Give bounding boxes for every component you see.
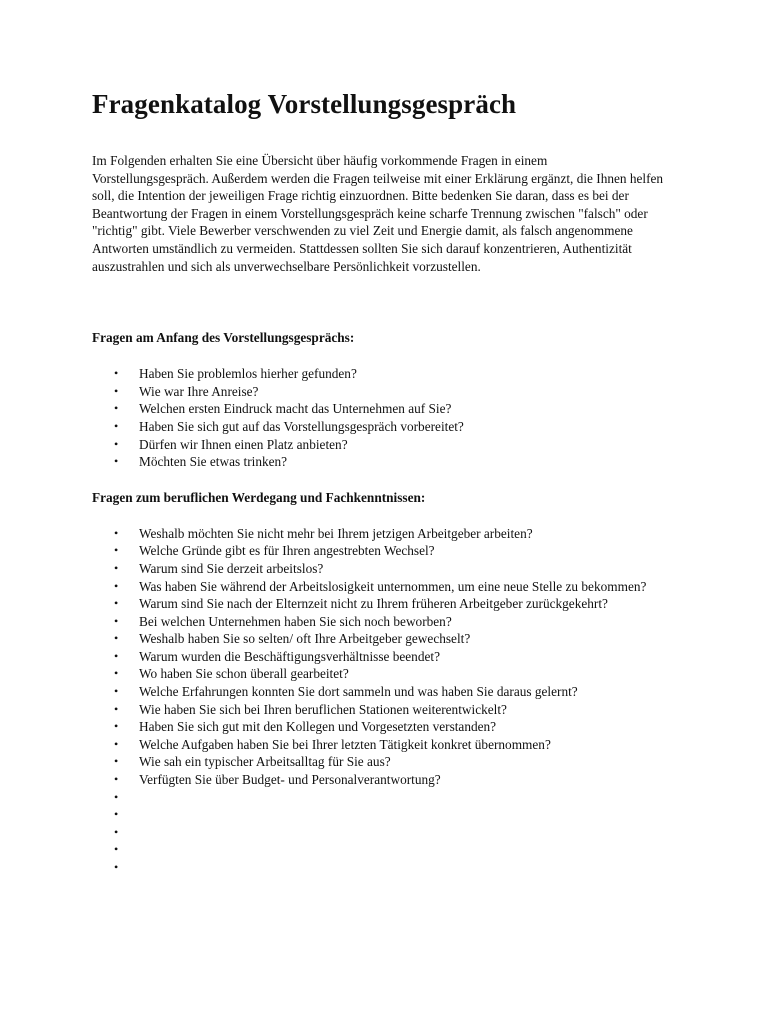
bullet-icon: • xyxy=(114,560,119,575)
page-title: Fragenkatalog Vorstellungsgespräch xyxy=(92,89,517,119)
list-item-text: Warum sind Sie nach der Elternzeit nicht zu Ihrem früheren Arbeitgeber zurückgekehrt? xyxy=(139,596,608,612)
bullet-icon: • xyxy=(114,613,119,628)
bullet-icon: • xyxy=(114,772,119,787)
list-item-text: Welche Erfahrungen konnten Sie dort sammeln und was haben Sie daraus gelernt? xyxy=(139,684,578,700)
bullet-icon: • xyxy=(114,666,119,681)
bullet-icon: • xyxy=(114,454,119,469)
list-item xyxy=(92,841,682,859)
list-item xyxy=(92,418,682,436)
bullet-icon: • xyxy=(114,631,119,646)
bullet-icon: • xyxy=(114,383,119,398)
list-item xyxy=(92,665,682,683)
bullet-icon: • xyxy=(114,842,119,857)
list-item-text: Was haben Sie während der Arbeitslosigkeit unternommen, um eine neue Stelle zu bekommen? xyxy=(139,578,647,594)
list-item xyxy=(92,806,682,824)
list-item xyxy=(92,824,682,842)
list-item-text: Welche Gründe gibt es für Ihren angestrebten Wechsel? xyxy=(139,543,435,559)
list-item xyxy=(92,718,682,736)
bullet-icon: • xyxy=(114,860,119,874)
bullet-icon: • xyxy=(114,648,119,663)
list-item-text: Haben Sie sich gut auf das Vorstellungsgespräch vorbereitet? xyxy=(139,418,464,434)
bullet-icon: • xyxy=(114,401,119,416)
list-item-text: Wie war Ihre Anreise? xyxy=(139,383,259,399)
bullet-icon: • xyxy=(114,719,119,734)
list-item xyxy=(92,400,682,418)
list-item xyxy=(92,630,682,648)
list-item xyxy=(92,595,682,613)
list-item xyxy=(92,789,682,807)
list-item xyxy=(92,613,682,631)
list-item xyxy=(92,383,682,401)
bullet-icon: • xyxy=(114,525,119,540)
intro-paragraph: Im Folgenden erhalten Sie eine Übersicht über häufig vorkommende Fragen in einem Vorstellungsgespräch. Außerdem werden die Fragen teilweise mit einer Erklärung ergänzt, die Ihnen helfen soll, die Intention der jeweiligen Frage richtig einzuordnen. Bitte bedenken Sie daran, dass es bei der Beantwortung der Fragen in einem Vorstellungsgespräch keine scharfe Trennung zwischen "falsch" oder "richtig" gibt. Viele Bewerber verschwenden zu viel Zeit und Energie damit, als falsch angenommene Antworten umständlich zu vermeiden. Stattdessen sollten Sie sich darauf konzentrieren, Authentizität auszustrahlen und sich als unverwechselbare Persönlichkeit vorzustellen. xyxy=(92,153,664,274)
bullet-icon: • xyxy=(114,684,119,699)
bullet-icon: • xyxy=(114,543,119,558)
bullet-icon: • xyxy=(114,807,119,822)
bullet-icon: • xyxy=(114,736,119,751)
question-list-start xyxy=(92,365,682,471)
list-item-text: Dürfen wir Ihnen einen Platz anbieten? xyxy=(139,436,348,452)
list-item xyxy=(92,453,682,471)
list-item-text: Verfügten Sie über Budget- und Personalverantwortung? xyxy=(139,772,441,788)
list-item xyxy=(92,542,682,560)
list-item-text: Wie sah ein typischer Arbeitsalltag für Sie aus? xyxy=(139,754,391,770)
list-item xyxy=(92,578,682,596)
list-item-text: Welchen ersten Eindruck macht das Unternehmen auf Sie? xyxy=(139,401,452,417)
list-item xyxy=(92,701,682,719)
bullet-icon: • xyxy=(114,578,119,593)
bullet-icon: • xyxy=(114,789,119,804)
list-item-text: Warum wurden die Beschäftigungsverhältnisse beendet? xyxy=(139,648,440,664)
bullet-icon: • xyxy=(114,596,119,611)
list-item-text: Weshalb möchten Sie nicht mehr bei Ihrem jetzigen Arbeitgeber arbeiten? xyxy=(139,525,533,541)
bullet-icon: • xyxy=(114,436,119,451)
list-item xyxy=(92,436,682,454)
list-item-text: Bei welchen Unternehmen haben Sie sich noch beworben? xyxy=(139,613,452,629)
list-item-text: Wo haben Sie schon überall gearbeitet? xyxy=(139,666,349,682)
list-item xyxy=(92,736,682,754)
list-item xyxy=(92,859,682,877)
bullet-icon: • xyxy=(114,754,119,769)
list-item xyxy=(92,683,682,701)
list-item-text: Haben Sie sich gut mit den Kollegen und Vorgesetzten verstanden? xyxy=(139,719,497,735)
bullet-icon: • xyxy=(114,418,119,433)
list-item-text: Weshalb haben Sie so selten/ oft Ihre Arbeitgeber gewechselt? xyxy=(139,631,471,647)
bullet-icon: • xyxy=(114,824,119,839)
section-heading-career: Fragen zum beruflichen Werdegang und Fachkenntnissen: xyxy=(92,489,426,505)
list-item xyxy=(92,648,682,666)
list-item-text: Warum sind Sie derzeit arbeitslos? xyxy=(139,560,324,576)
list-item xyxy=(92,771,682,789)
list-item xyxy=(92,365,682,383)
list-item xyxy=(92,753,682,771)
list-item-text: Welche Aufgaben haben Sie bei Ihrer letzten Tätigkeit konkret übernommen? xyxy=(139,736,551,752)
bullet-icon: • xyxy=(114,366,119,381)
list-item xyxy=(92,525,682,543)
list-item-text: Möchten Sie etwas trinken? xyxy=(139,454,288,470)
list-item xyxy=(92,560,682,578)
bullet-icon: • xyxy=(114,701,119,716)
question-list-career xyxy=(92,525,682,877)
list-item-text: Haben Sie problemlos hierher gefunden? xyxy=(139,366,357,382)
document-page xyxy=(92,86,682,877)
list-item-text: Wie haben Sie sich bei Ihren beruflichen Stationen weiterentwickelt? xyxy=(139,701,507,717)
section-heading-start: Fragen am Anfang des Vorstellungsgesprächs: xyxy=(92,330,355,346)
